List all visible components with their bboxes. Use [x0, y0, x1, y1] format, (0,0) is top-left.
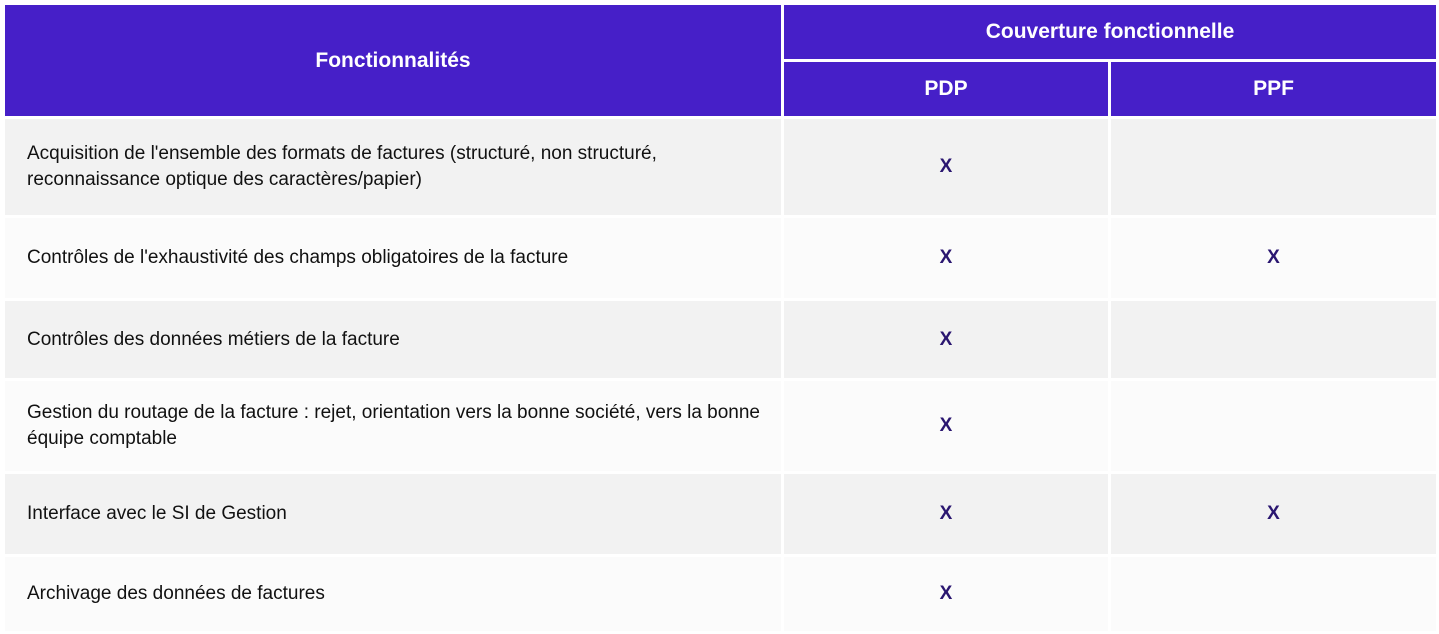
table-row	[4, 217, 1438, 300]
ppf-cell: X	[1110, 217, 1438, 300]
ppf-cell	[1110, 118, 1438, 217]
ppf-cell	[1110, 300, 1438, 380]
pdp-cell: X	[783, 380, 1110, 473]
pdp-cell: X	[783, 217, 1110, 300]
pdp-cell: X	[783, 556, 1110, 633]
feature-cell: Contrôles des données métiers de la facture	[4, 300, 783, 380]
table-row	[4, 300, 1438, 380]
ppf-cell	[1110, 556, 1438, 633]
pdp-cell: X	[783, 473, 1110, 556]
ppf-cell	[1110, 380, 1438, 473]
pdp-cell: X	[783, 300, 1110, 380]
feature-cell: Interface avec le SI de Gestion	[4, 473, 783, 556]
table-row	[4, 380, 1438, 473]
header-row-top	[4, 4, 1438, 61]
header-features: Fonctionnalités	[4, 4, 783, 118]
table-row	[4, 556, 1438, 633]
header-ppf: PPF	[1110, 61, 1438, 118]
feature-cell: Contrôles de l'exhaustivité des champs obligatoires de la facture	[4, 217, 783, 300]
coverage-table	[2, 2, 1439, 634]
table-row	[4, 118, 1438, 217]
ppf-cell: X	[1110, 473, 1438, 556]
feature-cell: Acquisition de l'ensemble des formats de factures (structuré, non structuré, reconnaissance optique des caractères/papier)	[4, 118, 783, 217]
pdp-cell: X	[783, 118, 1110, 217]
feature-cell: Archivage des données de factures	[4, 556, 783, 633]
header-coverage: Couverture fonctionnelle	[783, 4, 1438, 61]
table-row	[4, 473, 1438, 556]
header-pdp: PDP	[783, 61, 1110, 118]
feature-cell: Gestion du routage de la facture : rejet, orientation vers la bonne société, vers la bonne équipe comptable	[4, 380, 783, 473]
